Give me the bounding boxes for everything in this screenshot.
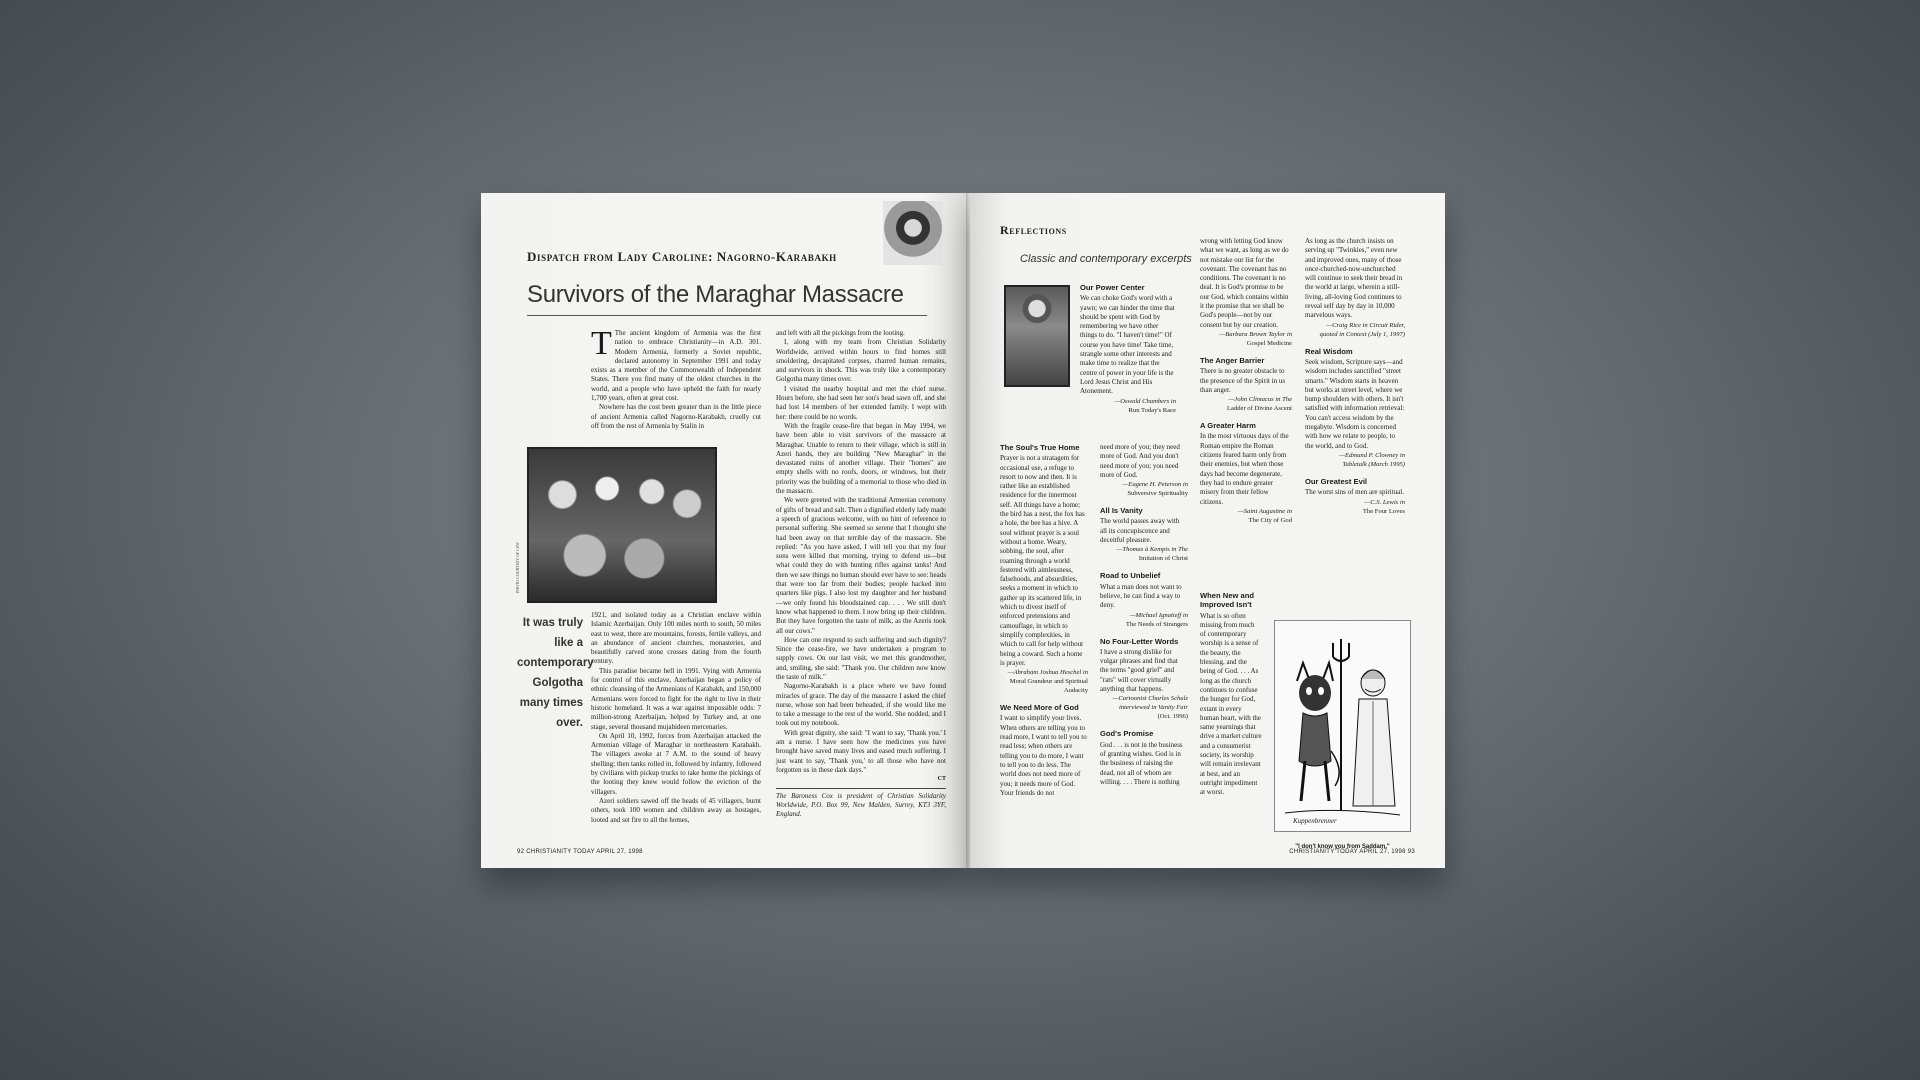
end-mark: CT — [937, 776, 946, 783]
article-paragraph: Azeri soldiers sawed off the heads of 45 villagers, burnt others, took 100 women and children away as hostages, looted and set fire to all the homes, — [591, 796, 761, 824]
article-headline: Survivors of the Maraghar Massacre — [527, 281, 904, 308]
excerpt-body: The world passes away with all its concupiscence and deceitful pleasure. — [1100, 517, 1180, 545]
excerpt-source: Subversive Spirituality — [1127, 490, 1188, 498]
excerpt-body: need more of you; they need more of God. And you don't need more of you; you need more of God. — [1100, 443, 1180, 479]
article-paragraph: We were greeted with the traditional Armenian ceremony of gifts of bread and salt. Then a dignified elderly lady made a speech of gracious welcome, with no hint of reference to personal suffering. She seemed so serene that I thought she had been away on that terrible day of the massacre. She replied: "As you have asked, I will tell you that my four sons were killed that morning, trying to defend us—but what could they do with hunting rifles against tanks! And then we saw things no human should ever have to see: heads that were too far from their bodies; people hacked into quarters like pigs. I also lost my daughter and her husband—we only found his bloodstained cap. . . . We still don't know what happened to them. I now bring up their children. But they have forgotten the taste of milk, as the Azeris took all our cows." — [776, 496, 946, 635]
column-b — [1100, 443, 1188, 787]
author-bio: The Baroness Cox is president of Christian Solidarity Worldwide, P.O. Box 99, New Malden, Surrey, KT3 3YF, England. — [776, 788, 946, 820]
article-intro: The ancient kingdom of Armenia was the first nation to embrace Christianity—in A.D. 301. Modern Armenia, formerly a Soviet republic, declared autonomy in September 1991 and today exists as a member of the Commonwealth of Independent States. There you find many of the oldest churches in the world, and a people who have upheld the faith for nearly 1,700 years, often at great cost. — [591, 329, 761, 403]
excerpt-source: Tabletalk (March 1995) — [1342, 460, 1405, 468]
excerpt-title: Our Power Center — [1080, 283, 1145, 292]
devil-cartoon — [1274, 620, 1411, 832]
excerpt-title: A Greater Harm — [1200, 421, 1256, 431]
excerpt-body: I want to simplify your lives. When others are telling you to read more, I want to tell you to read less; when others are telling you to do more, I want to tell you to do less. The world does not need more of you; it needs more of God. Your friends do not — [1000, 714, 1087, 797]
article-paragraph: This paradise became hell in 1991. Vying with Armenia for control of this enclave, Azerbaijan began a policy of ethnic cleansing of the Armenians of Karabakh, and 150,000 Armenians were forced to fight for the right to live in their historic homeland. It was a war against impossible odds: 7 million-strong Azerbaijan, helped by Turkey and, at one stage, several thousand mujahideen mercenaries. — [591, 666, 761, 731]
headline-rule — [527, 315, 927, 316]
excerpt-title: The Anger Barrier — [1200, 355, 1265, 365]
author-portrait — [883, 201, 943, 265]
column-c-lower — [1200, 591, 1262, 798]
excerpt-author: —Edmund P. Clowney in — [1339, 451, 1405, 459]
excerpt-source: Ladder of Divine Ascent — [1226, 405, 1292, 413]
excerpt-body: God . . . is not in the business of granting wishes. God is in the business of raising the dead, not all of whom are willing. . . . There is nothing — [1100, 740, 1183, 786]
excerpt-body: As long as the church insists on serving up "Twinkies," even new and improved ones, many of those once-churched-now-unchurched will continue to seek their bread in the world at large, wherein a still-living, all-loving God continues to reveal self day by day in 10,000 marvelous ways. — [1305, 237, 1403, 320]
excerpt-author: —Saint Augustine in — [1237, 507, 1292, 515]
article-paragraph: I visited the nearby hospital and met the chief nurse. Hours before, she had seen her son's head sawn off, and she had lost 14 members of her extended family. I wept with her: there could be no words. — [776, 384, 946, 421]
excerpt-title: Our Greatest Evil — [1305, 476, 1368, 486]
photo-credit: PHOTO COURTESY OF CSW — [515, 542, 520, 593]
excerpt-power-center — [1080, 283, 1176, 415]
column-c — [1200, 237, 1292, 525]
article-paragraph: Nagorno-Karabakh is a place where we have found miracles of grace. The day of the massacre I asked the chief nurse, whose son had been beheaded, if she would like me to take a message to the rest of the world. She nodded, and I took out my notebook. — [776, 682, 946, 728]
column-2 — [776, 329, 946, 819]
excerpt-author: —Craig Rice in Circuit Rider, — [1326, 321, 1405, 329]
excerpt-source: quoted in Context (July 1, 1997) — [1319, 330, 1405, 338]
cartoon-caption: "I don't know you from Saddam." — [1295, 844, 1390, 850]
excerpt-body: The worst sins of men are spiritual. — [1305, 488, 1404, 497]
excerpt-body: We can choke God's word with a yawn; we can hinder the time that should be spent with God by remembering we have other things to do. "I haven't time!" Of course you have time! Take time, strangle some other interests and make time to realize that the centre of power in your life is the Lord Jesus Christ and His Atonement. — [1080, 294, 1175, 396]
excerpt-title: Real Wisdom — [1305, 346, 1353, 356]
excerpt-title: We Need More of God — [1000, 703, 1079, 713]
article-paragraph: On April 10, 1992, forces from Azerbaijan attacked the Armenian village of Maraghar in northeastern Karabakh. The villagers awoke at 7 A.M. to the sound of heavy shelling; then tanks rolled in, followed by infantry, followed by civilians with pickup trucks to take home the pickings of the looting they knew would follow the eviction of the villagers. — [591, 731, 761, 796]
article-paragraph: With great dignity, she said: "I want to say, 'Thank you.' I am a nurse. I have seen how the medicines you have brought have saved many lives and eased much suffering. I just want to say, 'Thank you,' to all those who have not forgotten us in these dark days." — [776, 728, 946, 774]
column-1-lower — [591, 611, 761, 825]
article-paragraph: 1921, and isolated today as a Christian enclave within Islamic Azerbaijan. Only 100 miles north to south, 50 miles east to west, there are mountains, forests, fertile valleys, and an abundance of ancient churches, monasteries, and beautifully carved stone crosses dating from the fourth century. — [591, 611, 761, 666]
excerpt-title: The Soul's True Home — [1000, 443, 1080, 452]
excerpt-author: —Oswald Chambers in — [1114, 397, 1176, 405]
article-paragraph: and left with all the pickings from the looting. — [776, 329, 905, 337]
excerpt-title: When New and Improved Isn't — [1200, 591, 1255, 610]
article-kicker: Dispatch from Lady Caroline: Nagorno-Karabakh — [527, 249, 837, 264]
excerpt-source: Moral Grandeur and Spiritual Audacity — [1009, 678, 1088, 695]
excerpt-author: —Barbara Brown Taylor in — [1219, 330, 1292, 338]
excerpt-source: The City of God — [1248, 516, 1292, 524]
article-paragraph: With the fragile cease-fire that began in May 1994, we have been able to visit survivors of the massacre at Maraghar. Unable to return to their village, which is still in Azeri hands, they are building "New Maraghar" in the devastated ruins of another village. Their "homes" are empty shells with no roofs, doors, or windows, but their priority was the building of a memorial to those who died in the massacre. — [776, 421, 946, 496]
article-paragraph: Nowhere has the cost been greater than in the little piece of ancient Armenia called Nagorno-Karabakh, cruelly cut off from the rest of Armenia by Stalin in — [591, 403, 761, 430]
section-title: Reflections — [1000, 223, 1067, 237]
excerpt-body: There is no greater obstacle to the presence of the Spirit in us than anger. — [1200, 367, 1286, 394]
chambers-photo — [1004, 285, 1070, 387]
excerpt-author: —Michael Ignatieff in — [1129, 611, 1188, 619]
excerpt-body: Seek wisdom, Scripture says—and wisdom includes sanctified "street smarts." Wisdom starts in heaven but works at street level, where we bump shoulders with others. It isn't satisfied with information retrieval: You can't access wisdom by the megabyte. Wisdom is concerned with how we relate to people, to the world, and to God. — [1305, 357, 1405, 450]
cartoon-drawing — [1275, 621, 1410, 831]
cartoon-signature: Kuppenbrenner — [1293, 817, 1337, 825]
excerpt-source: Imitation of Christ — [1138, 555, 1188, 563]
excerpt-source: The Needs of Strangers — [1125, 620, 1188, 628]
article-paragraph: I, along with my team from Christian Solidarity Worldwide, arrived within hours to find homes still smoldering, decapitated corpses, charred human remains, and survivors in shock. This was truly like a contemporary Golgotha many times over. — [776, 338, 946, 384]
excerpt-title: No Four-Letter Words — [1100, 636, 1179, 646]
excerpt-source: The Four Loves — [1362, 507, 1405, 515]
excerpt-body: Prayer is not a stratagem for occasional use, a refuge to resort to now and then. It is rather like an established residence for the innermost self. All things have a home; the bird has a nest, the fox has a hole, the bee has a hive. A soul without prayer is a soul without a home. Weary, sobbing, the soul, after roaming through a world festered with aimlessness, falsehoods, and absurdities, seeks a moment in which to gather up its scattered life, in which to divest itself of enforced pretensions and camouflage, in which to simplify complexities, in which to call for help without being a coward. Such a home is prayer. — [1000, 454, 1085, 667]
column-a — [1000, 443, 1088, 798]
excerpt-source: (Oct. 1996) — [1157, 713, 1188, 721]
article-paragraph: How can one respond to such suffering and such dignity? Since the cease-fire, we have undertaken a program to supply cows. On our last visit, we met this grandmother, and, smiling, she said: "Thank you. Our children now know the taste of milk." — [776, 635, 946, 681]
section-subtitle: Classic and contemporary excerpts — [1020, 253, 1192, 265]
excerpt-body: What is so often missing from much of contemporary worship is a sense of the beauty, the blessing, and the being of God. . . . As long as the church continues to confuse the hunger for God, extant in every human heart, with the same yearnings that drive a market culture and a consumerist society, its worship will remain irrelevant at best, and an outright impediment at worst. — [1200, 611, 1262, 797]
right-page — [970, 193, 1445, 868]
excerpt-body: What a man does not want to believe, he can find a way to deny. — [1100, 582, 1182, 610]
excerpt-title: God's Promise — [1100, 729, 1154, 739]
excerpt-author: —Cartoonist Charles Schulz interviewed in Vanity Fair — [1112, 695, 1188, 712]
survivors-photo — [527, 447, 717, 603]
excerpt-author: —Thomas à Kempis in The — [1116, 546, 1188, 554]
column-d — [1305, 237, 1405, 516]
page-footer-left: 92 CHRISTIANITY TODAY APRIL 27, 1998 — [517, 849, 643, 855]
pull-quote: It was truly like a contemporary Golgotha many times over. — [517, 617, 594, 729]
excerpt-author: —C.S. Lewis in — [1364, 498, 1405, 506]
excerpt-author: —Eugene H. Peterson in — [1122, 481, 1188, 489]
excerpt-source: Gospel Medicine — [1246, 339, 1292, 347]
excerpt-body: In the most virtuous days of the Roman empire the Roman citizens feared harm only from their enemies, but when those days had become degenerate, they had to endure greater misery from their fellow citizens. — [1200, 432, 1289, 506]
left-page — [481, 193, 969, 868]
excerpt-title: Road to Unbelief — [1100, 571, 1161, 581]
excerpt-author: —John Climacus in The — [1228, 396, 1292, 404]
excerpt-source: Run Today's Race — [1128, 406, 1176, 414]
page-footer-right: CHRISTIANITY TODAY APRIL 27, 1998 93 — [1289, 849, 1415, 855]
excerpt-title: All Is Vanity — [1100, 506, 1143, 516]
excerpt-author: —Abraham Joshua Heschel in — [1007, 669, 1088, 677]
excerpt-body: I have a strong dislike for vulgar phrases and find that the terms "good grief" and "rats" will cover virtually anything that happens. — [1100, 647, 1178, 694]
column-1-upper: T The ancient kingdom of Armenia was the first nation to embrace Christianity—in A.D. 301. Modern Armenia, formerly a Soviet republic, declared autonomy in September 1991 and today exists as a member of the Commonwealth of Independent States. There you find many of the oldest churches in the world, and a people who have upheld the faith for nearly 1,700 years, often at great cost. Nowhere has the cost been greater than in the little piece of ancient Armenia called Nagorno-Karabakh, cruelly cut off from the rest of Armenia by Stalin in — [591, 325, 761, 430]
excerpt-body: wrong with letting God know what we want, as long as we do not mistake our list for the covenant. The covenant has no conditions. The covenant is no deal. It is God's promise to be our God, which contains within it the promise that we shall be God's people—not by our consent but by our creation. — [1200, 237, 1289, 329]
